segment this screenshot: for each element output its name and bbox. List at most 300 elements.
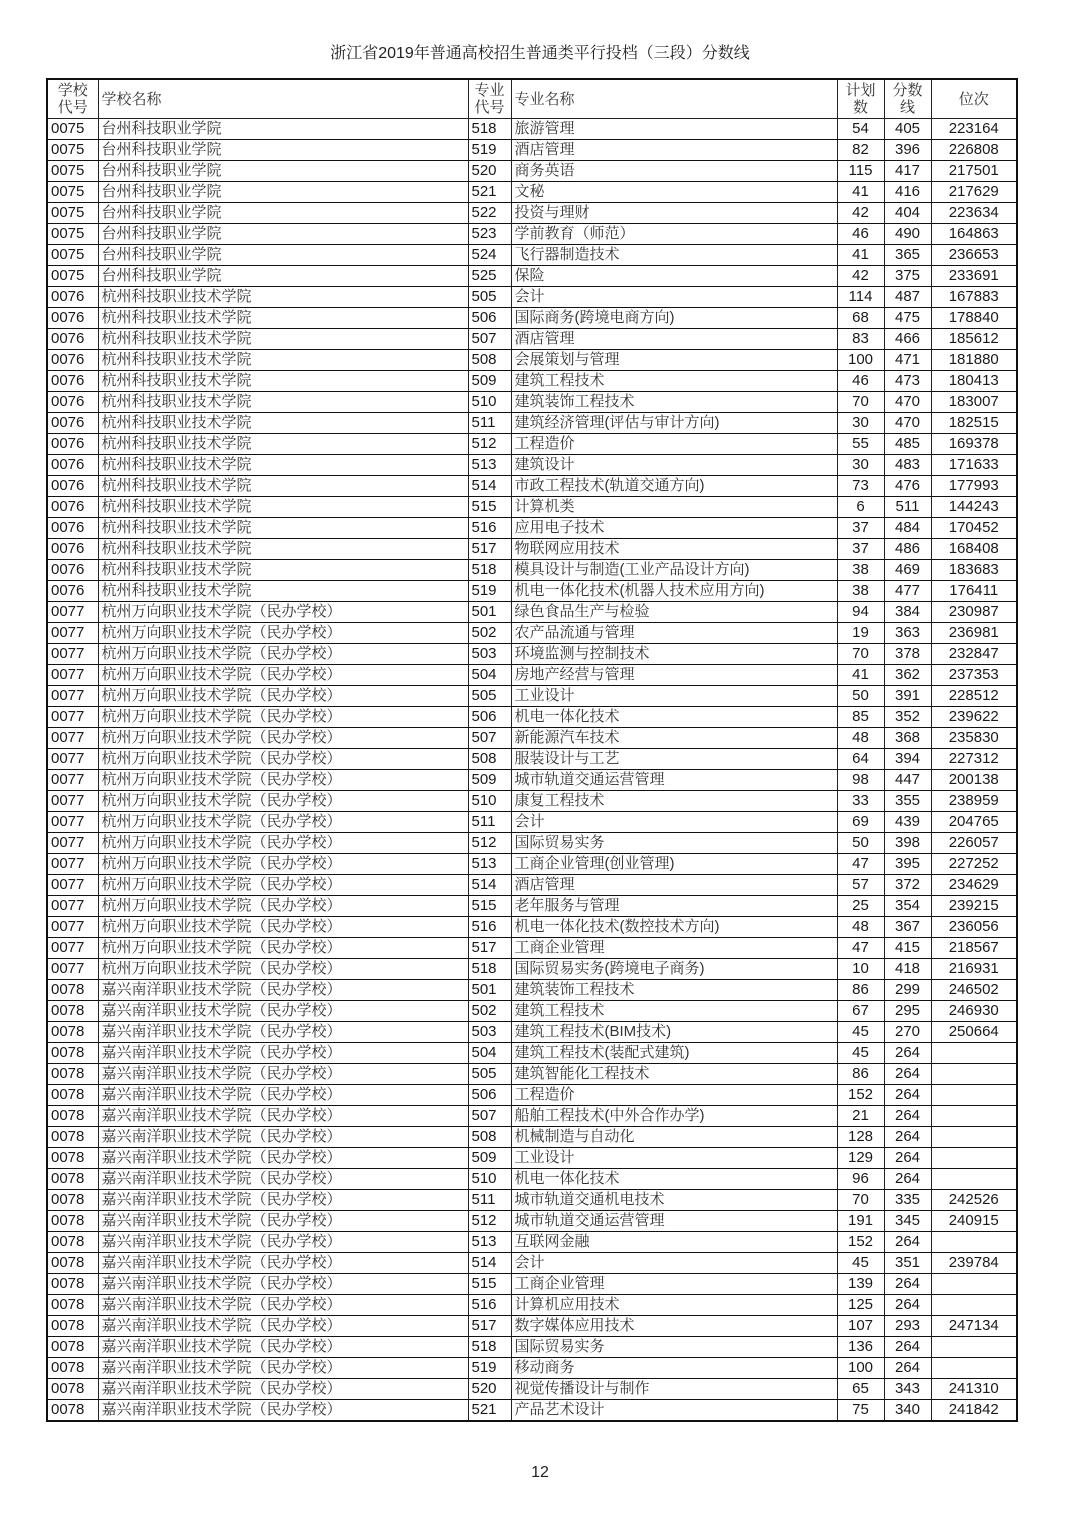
rank-cell: 236653 — [931, 245, 1017, 266]
major-name-cell: 建筑工程技术 — [511, 1001, 837, 1022]
school-code-cell: 0077 — [47, 854, 98, 875]
major-code-cell: 512 — [468, 833, 511, 854]
plan-count-cell: 152 — [837, 1085, 884, 1106]
school-code-cell: 0076 — [47, 371, 98, 392]
school-name-cell: 杭州万向职业技术学院（民办学校） — [98, 665, 468, 686]
school-name-cell: 杭州科技职业技术学院 — [98, 413, 468, 434]
plan-count-cell: 67 — [837, 1001, 884, 1022]
major-code-cell: 504 — [468, 665, 511, 686]
score-line-cell: 264 — [884, 1232, 931, 1253]
major-name-cell: 计算机类 — [511, 497, 837, 518]
school-name-cell: 嘉兴南洋职业技术学院（民办学校） — [98, 1274, 468, 1295]
major-name-cell: 模具设计与制造(工业产品设计方向) — [511, 560, 837, 581]
score-line-cell: 466 — [884, 329, 931, 350]
rank-cell: 238959 — [931, 791, 1017, 812]
major-name-cell: 建筑经济管理(评估与审计方向) — [511, 413, 837, 434]
major-code-cell: 523 — [468, 224, 511, 245]
plan-count-cell: 96 — [837, 1169, 884, 1190]
school-name-cell: 杭州万向职业技术学院（民办学校） — [98, 728, 468, 749]
table-row — [47, 203, 1017, 224]
major-name-cell: 环境监测与控制技术 — [511, 644, 837, 665]
major-name-cell: 船舶工程技术(中外合作办学) — [511, 1106, 837, 1127]
school-code-cell: 0078 — [47, 1043, 98, 1064]
major-name-cell: 计算机应用技术 — [511, 1295, 837, 1316]
major-name-cell: 康复工程技术 — [511, 791, 837, 812]
school-name-cell: 杭州科技职业技术学院 — [98, 329, 468, 350]
major-code-cell: 505 — [468, 287, 511, 308]
school-name-cell: 杭州万向职业技术学院（民办学校） — [98, 686, 468, 707]
major-code-cell: 510 — [468, 1169, 511, 1190]
table-row — [47, 980, 1017, 1001]
major-name-cell: 城市轨道交通运营管理 — [511, 1211, 837, 1232]
rank-cell: 227312 — [931, 749, 1017, 770]
table-row — [47, 140, 1017, 161]
major-name-cell: 新能源汽车技术 — [511, 728, 837, 749]
plan-count-cell: 41 — [837, 245, 884, 266]
score-line-cell: 372 — [884, 875, 931, 896]
school-code-cell: 0075 — [47, 119, 98, 140]
school-code-cell: 0078 — [47, 980, 98, 1001]
school-code-cell: 0077 — [47, 875, 98, 896]
school-name-cell: 嘉兴南洋职业技术学院（民办学校） — [98, 1148, 468, 1169]
score-line-cell: 368 — [884, 728, 931, 749]
major-code-cell: 502 — [468, 1001, 511, 1022]
rank-cell: 246502 — [931, 980, 1017, 1001]
school-code-cell: 0076 — [47, 413, 98, 434]
major-code-cell: 501 — [468, 602, 511, 623]
major-code-cell: 517 — [468, 938, 511, 959]
major-code-cell: 518 — [468, 959, 511, 980]
score-line-cell: 293 — [884, 1316, 931, 1337]
school-code-cell: 0076 — [47, 497, 98, 518]
school-code-cell: 0077 — [47, 665, 98, 686]
major-name-cell: 国际贸易实务 — [511, 1337, 837, 1358]
school-code-cell: 0078 — [47, 1232, 98, 1253]
table-row — [47, 602, 1017, 623]
plan-count-cell: 107 — [837, 1316, 884, 1337]
rank-cell: 204765 — [931, 812, 1017, 833]
rank-cell: 183683 — [931, 560, 1017, 581]
rank-cell: 218567 — [931, 938, 1017, 959]
plan-count-cell: 152 — [837, 1232, 884, 1253]
plan-count-cell: 21 — [837, 1106, 884, 1127]
school-code-cell: 0078 — [47, 1253, 98, 1274]
school-name-cell: 嘉兴南洋职业技术学院（民办学校） — [98, 1253, 468, 1274]
table-row — [47, 623, 1017, 644]
major-code-cell: 516 — [468, 518, 511, 539]
major-code-cell: 501 — [468, 980, 511, 1001]
major-name-cell: 文秘 — [511, 182, 837, 203]
table-row — [47, 938, 1017, 959]
major-name-cell: 机电一体化技术(机器人技术应用方向) — [511, 581, 837, 602]
major-code-cell: 511 — [468, 812, 511, 833]
table-row — [47, 392, 1017, 413]
plan-count-cell: 136 — [837, 1337, 884, 1358]
school-name-cell: 嘉兴南洋职业技术学院（民办学校） — [98, 1106, 468, 1127]
table-row — [47, 917, 1017, 938]
school-name-cell: 杭州科技职业技术学院 — [98, 455, 468, 476]
rank-cell: 237353 — [931, 665, 1017, 686]
school-name-cell: 杭州万向职业技术学院（民办学校） — [98, 749, 468, 770]
table-row — [47, 434, 1017, 455]
plan-count-cell: 70 — [837, 392, 884, 413]
rank-cell: 226057 — [931, 833, 1017, 854]
major-name-cell: 建筑装饰工程技术 — [511, 392, 837, 413]
score-line-cell: 299 — [884, 980, 931, 1001]
score-line-cell: 469 — [884, 560, 931, 581]
plan-count-cell: 86 — [837, 1064, 884, 1085]
major-name-cell: 酒店管理 — [511, 329, 837, 350]
rank-cell — [931, 1295, 1017, 1316]
school-name-cell: 杭州万向职业技术学院（民办学校） — [98, 938, 468, 959]
major-name-cell: 机电一体化技术(数控技术方向) — [511, 917, 837, 938]
major-code-cell: 514 — [468, 476, 511, 497]
score-line-cell: 473 — [884, 371, 931, 392]
plan-count-cell: 64 — [837, 749, 884, 770]
rank-cell: 239622 — [931, 707, 1017, 728]
plan-count-cell: 57 — [837, 875, 884, 896]
school-name-cell: 嘉兴南洋职业技术学院（民办学校） — [98, 1001, 468, 1022]
major-code-cell: 510 — [468, 392, 511, 413]
score-line-cell: 415 — [884, 938, 931, 959]
major-code-cell: 506 — [468, 707, 511, 728]
plan-count-cell: 42 — [837, 203, 884, 224]
document-title: 浙江省2019年普通高校招生普通类平行投档（三段）分数线 — [330, 45, 750, 62]
score-line-cell: 264 — [884, 1106, 931, 1127]
table-row — [47, 1106, 1017, 1127]
major-name-cell: 工商企业管理 — [511, 1274, 837, 1295]
school-code-cell: 0078 — [47, 1190, 98, 1211]
table-row — [47, 1064, 1017, 1085]
rank-cell: 234629 — [931, 875, 1017, 896]
table-row — [47, 707, 1017, 728]
rank-cell: 200138 — [931, 770, 1017, 791]
score-line-cell: 394 — [884, 749, 931, 770]
table-row — [47, 413, 1017, 434]
school-name-cell: 台州科技职业学院 — [98, 161, 468, 182]
table-row — [47, 1274, 1017, 1295]
score-line-cell: 418 — [884, 959, 931, 980]
major-name-cell: 机械制造与自动化 — [511, 1127, 837, 1148]
major-code-cell: 509 — [468, 770, 511, 791]
major-code-cell: 507 — [468, 728, 511, 749]
major-code-cell: 514 — [468, 875, 511, 896]
plan-count-cell: 73 — [837, 476, 884, 497]
major-code-cell: 506 — [468, 1085, 511, 1106]
plan-count-cell: 37 — [837, 518, 884, 539]
school-name-cell: 台州科技职业学院 — [98, 119, 468, 140]
table-row — [47, 1379, 1017, 1400]
table-row — [47, 1127, 1017, 1148]
plan-count-cell: 48 — [837, 917, 884, 938]
major-name-cell: 国际贸易实务(跨境电子商务) — [511, 959, 837, 980]
rank-cell — [931, 1232, 1017, 1253]
school-code-cell: 0075 — [47, 182, 98, 203]
school-code-cell: 0077 — [47, 728, 98, 749]
school-name-cell: 嘉兴南洋职业技术学院（民办学校） — [98, 1400, 468, 1422]
rank-cell: 247134 — [931, 1316, 1017, 1337]
school-code-cell: 0075 — [47, 245, 98, 266]
school-name-cell: 杭州科技职业技术学院 — [98, 350, 468, 371]
score-line-cell: 264 — [884, 1169, 931, 1190]
plan-count-cell: 94 — [837, 602, 884, 623]
score-line-cell: 340 — [884, 1400, 931, 1422]
plan-count-cell: 37 — [837, 539, 884, 560]
plan-count-cell: 50 — [837, 686, 884, 707]
school-code-cell: 0077 — [47, 812, 98, 833]
school-code-cell: 0076 — [47, 308, 98, 329]
school-code-cell: 0078 — [47, 1379, 98, 1400]
major-name-cell: 物联网应用技术 — [511, 539, 837, 560]
major-code-cell: 521 — [468, 182, 511, 203]
school-code-cell: 0076 — [47, 539, 98, 560]
plan-count-cell: 129 — [837, 1148, 884, 1169]
rank-cell: 177993 — [931, 476, 1017, 497]
table-row — [47, 329, 1017, 350]
rank-cell: 171633 — [931, 455, 1017, 476]
major-code-cell: 517 — [468, 539, 511, 560]
rank-cell: 182515 — [931, 413, 1017, 434]
rank-cell: 144243 — [931, 497, 1017, 518]
rank-cell — [931, 1274, 1017, 1295]
table-row — [47, 161, 1017, 182]
table-row — [47, 1169, 1017, 1190]
score-line-cell: 405 — [884, 119, 931, 140]
rank-cell: 239215 — [931, 896, 1017, 917]
school-name-cell: 台州科技职业学院 — [98, 182, 468, 203]
score-line-cell: 471 — [884, 350, 931, 371]
major-code-cell: 514 — [468, 1253, 511, 1274]
rank-cell: 170452 — [931, 518, 1017, 539]
rank-cell — [931, 1106, 1017, 1127]
major-code-cell: 513 — [468, 1232, 511, 1253]
plan-count-cell: 70 — [837, 644, 884, 665]
header-score: 分数 线 — [884, 79, 931, 119]
major-code-cell: 525 — [468, 266, 511, 287]
school-name-cell: 杭州科技职业技术学院 — [98, 539, 468, 560]
score-line-cell: 264 — [884, 1274, 931, 1295]
score-line-cell: 270 — [884, 1022, 931, 1043]
plan-count-cell: 46 — [837, 224, 884, 245]
score-line-cell: 475 — [884, 308, 931, 329]
score-line-cell: 335 — [884, 1190, 931, 1211]
major-name-cell: 城市轨道交通运营管理 — [511, 770, 837, 791]
major-code-cell: 515 — [468, 497, 511, 518]
rank-cell: 239784 — [931, 1253, 1017, 1274]
plan-count-cell: 45 — [837, 1253, 884, 1274]
table-row — [47, 560, 1017, 581]
major-name-cell: 产品艺术设计 — [511, 1400, 837, 1422]
school-name-cell: 杭州万向职业技术学院（民办学校） — [98, 833, 468, 854]
table-row — [47, 308, 1017, 329]
score-line-cell: 354 — [884, 896, 931, 917]
major-code-cell: 513 — [468, 854, 511, 875]
rank-cell: 236981 — [931, 623, 1017, 644]
major-name-cell: 工商企业管理(创业管理) — [511, 854, 837, 875]
score-line-cell: 486 — [884, 539, 931, 560]
major-name-cell: 建筑智能化工程技术 — [511, 1064, 837, 1085]
school-code-cell: 0077 — [47, 833, 98, 854]
major-code-cell: 516 — [468, 917, 511, 938]
score-line-cell: 416 — [884, 182, 931, 203]
school-name-cell: 杭州科技职业技术学院 — [98, 560, 468, 581]
major-code-cell: 524 — [468, 245, 511, 266]
table-row — [47, 182, 1017, 203]
table-row — [47, 518, 1017, 539]
school-code-cell: 0075 — [47, 161, 98, 182]
score-line-cell: 476 — [884, 476, 931, 497]
school-name-cell: 杭州万向职业技术学院（民办学校） — [98, 644, 468, 665]
score-line-cell: 264 — [884, 1295, 931, 1316]
rank-cell: 233691 — [931, 266, 1017, 287]
rank-cell: 226808 — [931, 140, 1017, 161]
plan-count-cell: 114 — [837, 287, 884, 308]
school-code-cell: 0076 — [47, 329, 98, 350]
major-code-cell: 506 — [468, 308, 511, 329]
school-name-cell: 杭州科技职业技术学院 — [98, 476, 468, 497]
major-name-cell: 市政工程技术(轨道交通方向) — [511, 476, 837, 497]
plan-count-cell: 128 — [837, 1127, 884, 1148]
score-line-cell: 447 — [884, 770, 931, 791]
plan-count-cell: 54 — [837, 119, 884, 140]
school-code-cell: 0076 — [47, 476, 98, 497]
rank-cell: 185612 — [931, 329, 1017, 350]
plan-count-cell: 86 — [837, 980, 884, 1001]
table-row — [47, 686, 1017, 707]
score-line-cell: 362 — [884, 665, 931, 686]
rank-cell — [931, 1148, 1017, 1169]
major-code-cell: 505 — [468, 686, 511, 707]
school-name-cell: 嘉兴南洋职业技术学院（民办学校） — [98, 1043, 468, 1064]
school-name-cell: 嘉兴南洋职业技术学院（民办学校） — [98, 1190, 468, 1211]
school-name-cell: 杭州万向职业技术学院（民办学校） — [98, 959, 468, 980]
plan-count-cell: 38 — [837, 581, 884, 602]
header-rank: 位次 — [931, 79, 1017, 119]
table-row — [47, 854, 1017, 875]
school-code-cell: 0077 — [47, 938, 98, 959]
major-name-cell: 工商企业管理 — [511, 938, 837, 959]
rank-cell: 217501 — [931, 161, 1017, 182]
table-row — [47, 581, 1017, 602]
score-line-cell: 395 — [884, 854, 931, 875]
school-code-cell: 0077 — [47, 896, 98, 917]
score-line-cell: 264 — [884, 1148, 931, 1169]
major-name-cell: 国际贸易实务 — [511, 833, 837, 854]
school-name-cell: 杭州科技职业技术学院 — [98, 371, 468, 392]
major-code-cell: 522 — [468, 203, 511, 224]
school-code-cell: 0078 — [47, 1358, 98, 1379]
table-row — [47, 1043, 1017, 1064]
major-code-cell: 515 — [468, 896, 511, 917]
table-row — [47, 245, 1017, 266]
rank-cell: 227252 — [931, 854, 1017, 875]
table-row — [47, 959, 1017, 980]
major-code-cell: 513 — [468, 455, 511, 476]
plan-count-cell: 45 — [837, 1022, 884, 1043]
major-name-cell: 旅游管理 — [511, 119, 837, 140]
rank-cell: 181880 — [931, 350, 1017, 371]
major-name-cell: 建筑工程技术(BIM技术) — [511, 1022, 837, 1043]
rank-cell: 183007 — [931, 392, 1017, 413]
score-line-cell: 391 — [884, 686, 931, 707]
table-row — [47, 1316, 1017, 1337]
plan-count-cell: 191 — [837, 1211, 884, 1232]
major-name-cell: 房地产经营与管理 — [511, 665, 837, 686]
score-line-cell: 375 — [884, 266, 931, 287]
table-row — [47, 665, 1017, 686]
score-line-cell: 470 — [884, 413, 931, 434]
school-code-cell: 0078 — [47, 1148, 98, 1169]
plan-count-cell: 100 — [837, 350, 884, 371]
school-name-cell: 杭州万向职业技术学院（民办学校） — [98, 770, 468, 791]
school-name-cell: 杭州万向职业技术学院（民办学校） — [98, 623, 468, 644]
plan-count-cell: 83 — [837, 329, 884, 350]
table-row — [47, 875, 1017, 896]
plan-count-cell: 25 — [837, 896, 884, 917]
plan-count-cell: 50 — [837, 833, 884, 854]
plan-count-cell: 55 — [837, 434, 884, 455]
score-line-cell: 367 — [884, 917, 931, 938]
rank-cell: 241842 — [931, 1400, 1017, 1422]
school-code-cell: 0078 — [47, 1064, 98, 1085]
major-code-cell: 519 — [468, 140, 511, 161]
page-number: 12 — [531, 1464, 549, 1481]
school-name-cell: 台州科技职业学院 — [98, 245, 468, 266]
school-code-cell: 0076 — [47, 455, 98, 476]
major-name-cell: 应用电子技术 — [511, 518, 837, 539]
school-code-cell: 0076 — [47, 581, 98, 602]
score-line-cell: 417 — [884, 161, 931, 182]
table-row — [47, 224, 1017, 245]
school-name-cell: 嘉兴南洋职业技术学院（民办学校） — [98, 1379, 468, 1400]
major-name-cell: 移动商务 — [511, 1358, 837, 1379]
score-line-cell: 484 — [884, 518, 931, 539]
major-name-cell: 商务英语 — [511, 161, 837, 182]
school-name-cell: 杭州万向职业技术学院（民办学校） — [98, 602, 468, 623]
header-major-name: 专业名称 — [511, 79, 837, 119]
school-name-cell: 杭州科技职业技术学院 — [98, 497, 468, 518]
score-line-cell: 483 — [884, 455, 931, 476]
major-name-cell: 机电一体化技术 — [511, 1169, 837, 1190]
table-row — [47, 287, 1017, 308]
plan-count-cell: 38 — [837, 560, 884, 581]
rank-cell: 223164 — [931, 119, 1017, 140]
major-name-cell: 建筑工程技术 — [511, 371, 837, 392]
rank-cell — [931, 1337, 1017, 1358]
score-line-cell: 487 — [884, 287, 931, 308]
major-name-cell: 建筑工程技术(装配式建筑) — [511, 1043, 837, 1064]
rank-cell — [931, 1043, 1017, 1064]
major-name-cell: 国际商务(跨境电商方向) — [511, 308, 837, 329]
major-name-cell: 工业设计 — [511, 686, 837, 707]
table-row — [47, 119, 1017, 140]
table-row — [47, 791, 1017, 812]
table-header-row — [47, 79, 1017, 119]
rank-cell: 241310 — [931, 1379, 1017, 1400]
table-row — [47, 1085, 1017, 1106]
plan-count-cell: 19 — [837, 623, 884, 644]
major-name-cell: 工程造价 — [511, 1085, 837, 1106]
score-line-cell: 404 — [884, 203, 931, 224]
major-name-cell: 酒店管理 — [511, 140, 837, 161]
school-code-cell: 0075 — [47, 203, 98, 224]
school-code-cell: 0077 — [47, 686, 98, 707]
school-name-cell: 台州科技职业学院 — [98, 266, 468, 287]
score-line-cell: 398 — [884, 833, 931, 854]
score-line-cell: 343 — [884, 1379, 931, 1400]
school-code-cell: 0076 — [47, 560, 98, 581]
table-row — [47, 266, 1017, 287]
